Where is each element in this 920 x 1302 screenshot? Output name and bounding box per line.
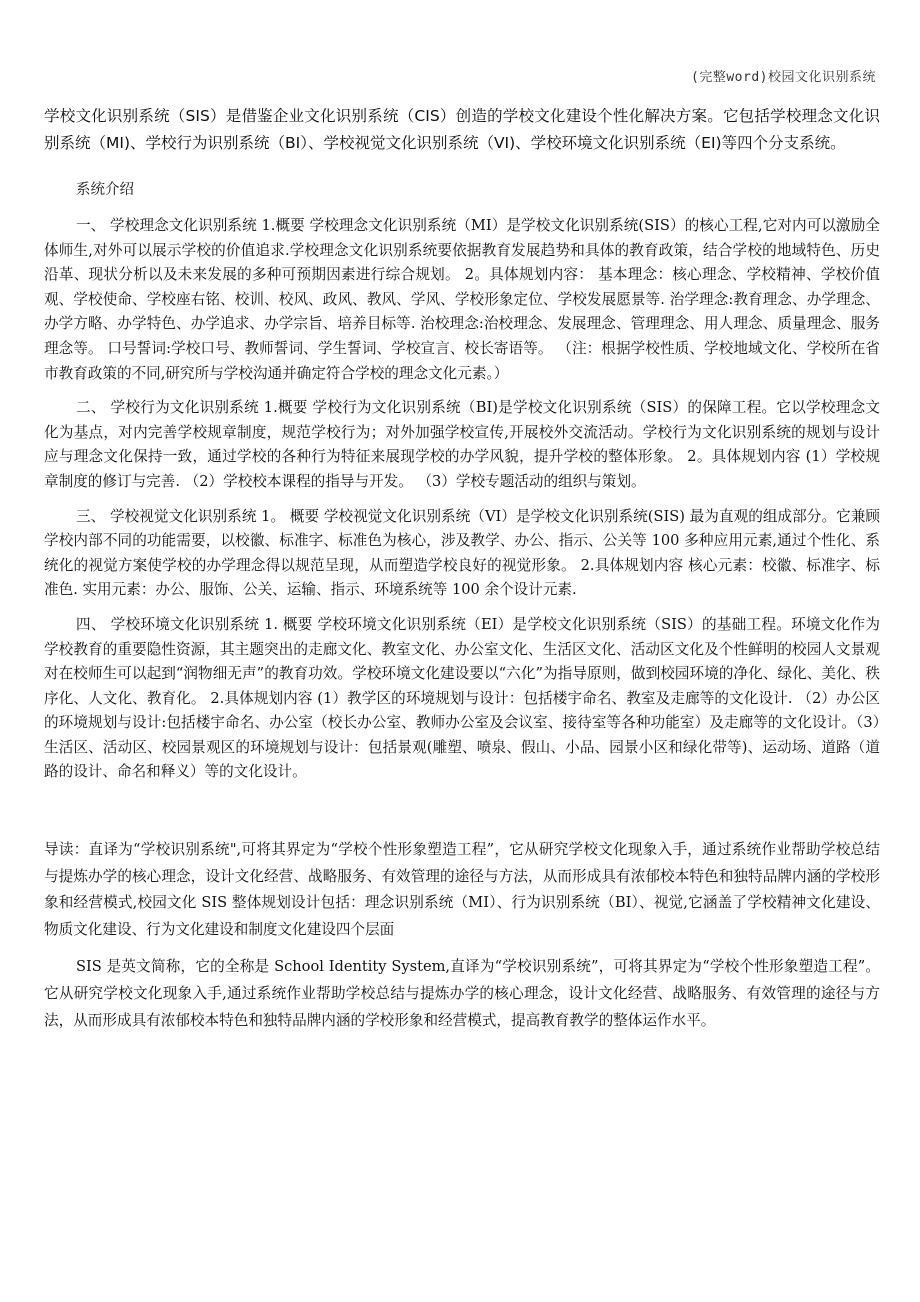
- sis-paragraph: SIS 是英文简称，它的全称是 School Identity System,直译为“学校识别系统”，可将其界定为“学校个性形象塑造工程”。它从研究学校文化现象入手,通过系统作业帮助学校总结与提炼办学的核心理念，设计文化经营、战略服务、有效管理的途径与方法，从而形成具有浓郁校本特色和独特品牌内涵的学校形象和经营模式，提高教育教学的整体运作水平。: [44, 958, 880, 1029]
- section-vi-paragraph: 三、 学校视觉文化识别系统 1。 概要 学校视觉文化识别系统（VI）是学校文化识别系统(SIS) 最为直观的组成部分。它兼顾学校内部不同的功能需要，以校徽、标准字、标准色为核心，涉及教学、办公、指示、公关等 100 多种应用元素,通过个性化、系统化的视觉方案使学校的办学理念得以规范呈现，从而塑造学校良好的视觉形象。 2.具体规划内容 核心元素：校徽、标准字、标准色. 实用元素：办公、服饰、公关、运输、指示、环境系统等 100 余个设计元素.: [44, 507, 880, 599]
- section-heading: 系统介绍: [76, 182, 134, 198]
- section-bi-paragraph: 二、 学校行为文化识别系统 1.概要 学校行为文化识别系统（BI)是学校文化识别系统（SIS）的保障工程。它以学校理念文化为基点，对内完善学校规章制度，规范学校行为；对外加强学校宣传,开展校外交流活动。学校行为文化识别系统的规划与设计应与理念文化保持一致，通过学校的各种行为特征来展现学校的办学风貌，提升学校的整体形象。 2。具体规划内容 (1）学校规章制度的修订与完善. （2）学校校本课程的指导与开发。 （3）学校专题活动的组织与策划。: [44, 399, 880, 490]
- section-mi-paragraph: 一、 学校理念文化识别系统 1.概要 学校理念文化识别系统（MI）是学校文化识别系统(SIS）的核心工程,它对内可以激励全体师生,对外可以展示学校的价值追求.学校理念文化识别系统要依据教育发展趋势和具体的教育政策，结合学校的地域特色、历史沿革、现状分析以及未来发展的多种可预期因素进行综合规划。 2。具体规划内容： 基本理念：核心理念、学校精神、学校价值观、学校使命、学校座右铭、校训、校风、政风、教风、学风、学校形象定位、学校发展愿景等. 治学理念:教育理念、办学理念、办学方略、办学特色、办学追求、办学宗旨、培养目标等. 治校理念:治校理念、发展理念、管理理念、用人理念、质量理念、服务理念等。 口号誓词:学校口号、教师誓词、学生誓词、学校宣言、校长寄语等。 （注：根据学校性质、学校地域文化、学校所在省市教育政策的不同,研究所与学校沟通并确定符合学校的理念文化元素。）: [44, 217, 880, 382]
- guide-paragraph: 导读：直译为“学校识别系统",可将其界定为“学校个性形象塑造工程”，它从研究学校文化现象入手，通过系统作业帮助学校总结与提炼办学的核心理念，设计文化经营、战略服务、有效管理的途径与方法，从而形成具有浓郁校本特色和独特品牌内涵的学校形象和经营模式,校园文化 SIS 整体规划设计包括：理念识别系统（MI）、行为识别系统（BI）、视觉,它涵盖了学校精神文化建设、物质文化建设、行为文化建设和制度文化建设四个层面: [44, 841, 880, 938]
- intro-paragraph: 学校文化识别系统（SIS）是借鉴企业文化识别系统（CIS）创造的学校文化建设个性化解决方案。它包括学校理念文化识别系统（MI)、学校行为识别系统（BI）、学校视觉文化识别系统（VI)、学校环境文化识别系统（EI)等四个分支系统。: [44, 107, 880, 152]
- section-ei-paragraph: 四、 学校环境文化识别系统 1. 概要 学校环境文化识别系统（EI）是学校文化识别系统（SIS）的基础工程。环境文化作为学校教育的重要隐性资源，其主题突出的走廊文化、教室文化、办公室文化、生活区文化、活动区文化及个性鲜明的校园人文景观对在校师生可以起到“润物细无声”的教育功效。学校环境文化建设要以“六化”为指导原则，做到校园环境的净化、绿化、美化、秩序化、人文化、教育化。 2.具体规划内容 (1）教学区的环境规划与设计：包括楼宇命名、教室及走廊等的文化设计. （2）办公区的环境规划与设计:包括楼宇命名、办公室（校长办公室、教师办公室及会议室、接待室等各种功能室）及走廊等的文化设计。（3）生活区、活动区、校园景观区的环境规划与设计：包括景观(雕塑、喷泉、假山、小品、园景小区和绿化带等)、运动场、道路（道路的设计、命名和释义）等的文化设计。: [44, 615, 880, 781]
- page-header: (完整word)校园文化识别系统: [691, 70, 876, 85]
- document-body: [44, 103, 880, 1034]
